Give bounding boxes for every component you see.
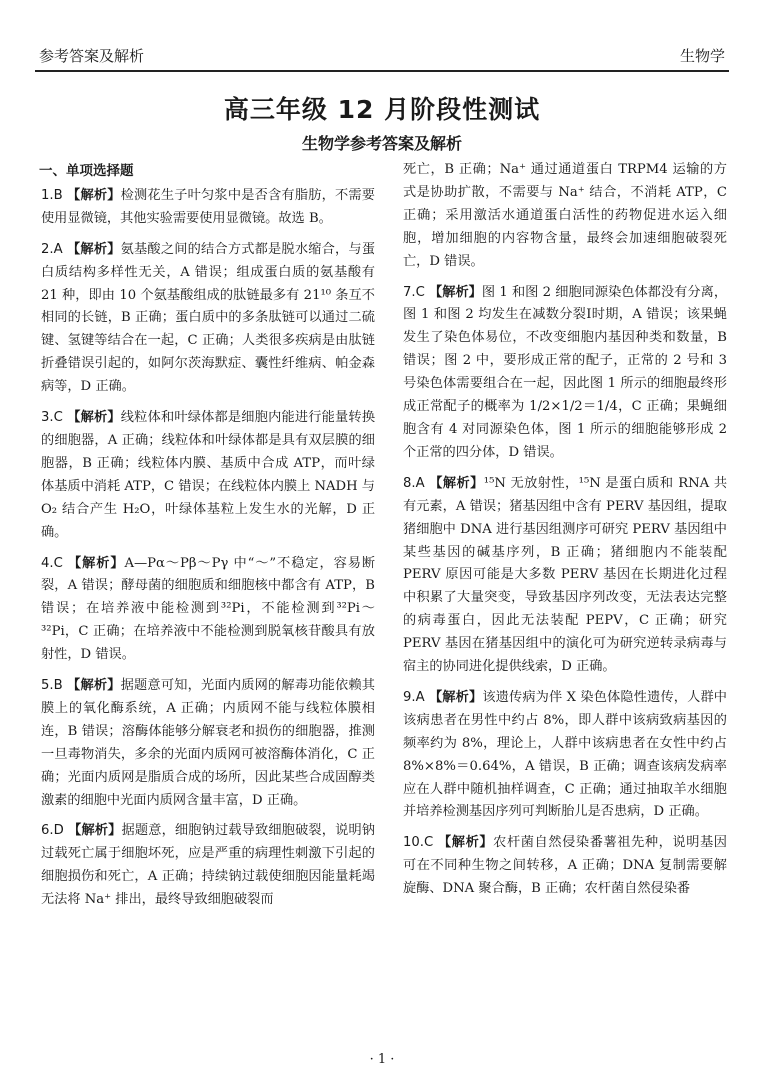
answer-text: 据题意可知，光面内质网的解毒功能依赖其膜上的氧化酶系统，A 正确；内质网不能与线粒体膜相连，B 错误；溶酶体能够分解衰老和损伤的细胞器，推测一旦毒物消失，多余的光面内质网可被溶酶体消化，C 正确；光面内质网是脂质合成的场所，因此某些合成固醇类激素的细胞中光面内质网含量丰富，D 正确。 (41, 678, 375, 808)
header-right-label: 生物学 (679, 47, 725, 65)
analysis-tag: 【解析】 (68, 823, 122, 839)
analysis-tag: 【解析】 (67, 555, 125, 571)
answer-text: 图 1 和图 2 细胞同源染色体都没有分离，图 1 和图 2 均发生在减数分裂Ⅰ时期，A 错误；该果蝇发生了染色体易位，不改变细胞内基因种类和数量，B 错误；图 2 中，要形成正常的配子，正常的 2 号和 3 号染色体需要组合在一起，因此图 1 所示的细胞最终形成正常配子的概率为 1/2×1/2＝1/4，C 正确；果蝇细胞含有 4 对同源染色体，图 1 所示的细胞能够形成 2 个正常的四分体，D 错误。 (403, 284, 728, 460)
right-column (403, 159, 727, 909)
answer-item-4 (41, 553, 375, 668)
analysis-tag: 【解析】 (67, 678, 121, 694)
answer-item-7 (403, 282, 727, 465)
answer-item-8 (403, 473, 727, 679)
page-subtitle: 生物学参考答案及解析 (301, 134, 462, 153)
answer-item-3 (41, 407, 375, 544)
answer-number: 4.C (41, 555, 63, 571)
answer-number: 5.B (41, 678, 63, 694)
answer-text: A—Pα～Pβ～Pγ 中“～”不稳定，容易断裂，A 错误；酵母菌的细胞质和细胞核中都含有 ATP，B 错误；在培养液中能检测到³²Pi，不能检测到³²Pi～³²Pi，C 正确；在培养液中不能检测到脱氧核苷酸具有放射性，D 错误。 (41, 555, 376, 663)
answer-text: 氨基酸之间的结合方式都是脱水缩合，与蛋白质结构多样性无关，A 错误；组成蛋白质的氨基酸有 21 种，即由 10 个氨基酸组成的肽链最多有 21¹⁰ 条互不相同的长链，B 正确；蛋白质中的多条肽链可以通过二硫键、氢键等结合在一起，C 正确；人类很多疾病是由肽链折叠错误引起的，如阿尔茨海默症、囊性纤维病、帕金森病等，D 正确。 (41, 241, 376, 395)
answer-text: 据题意，细胞钠过载导致细胞破裂，说明钠过载死亡属于细胞坏死，应是严重的病理性刺激下引起的细胞损伤和死亡，A 正确；持续钠过载使细胞因能量耗竭无法将 Na⁺ 排出，最终导致细胞破裂而 (41, 823, 375, 908)
answer-text: 农杆菌自然侵染番薯祖先种，说明基因可在不同种生物之间转移，A 正确；DNA 复制需要解旋酶、DNA 聚合酶，B 正确；农杆菌自然侵染番 (403, 835, 727, 897)
analysis-tag: 【解析】 (67, 241, 121, 257)
answer-item-9 (403, 687, 727, 824)
answer-text: 该遗传病为伴 X 染色体隐性遗传，人群中该病患者在男性中约占 8%，即人群中该病致病基因的频率约为 8%，理论上，人群中该病患者在女性中约占 8%×8%＝0.64%，A 错误，B 正确；调查该病发病率应在人群中随机抽样调查，C 正确；通过抽取羊水细胞并培养检测基因序列可判断胎儿是否患病，D 正确。 (403, 689, 727, 820)
header-left-label: 参考答案及解析 (39, 47, 145, 65)
answer-number: 9.A (403, 689, 425, 705)
answer-number: 3.C (41, 410, 63, 426)
section-heading: 一、单项选择题 (39, 163, 134, 179)
answer-number: 8.A (403, 475, 425, 491)
analysis-tag: 【解析】 (429, 284, 482, 300)
analysis-tag: 【解析】 (67, 187, 121, 203)
answer-text: ¹⁵N 无放射性，¹⁵N 是蛋白质和 RNA 共有元素，A 错误；猪基因组中含有 PERV 基因组，提取猪细胞中 DNA 进行基因组测序可研究 PERV 基因组中某些基因的碱基序列，B 正确；猪细胞内不能装配 PERV 原因可能是大多数 PERV 基因在长期进化过程中积累了大量突变，导致基因序列改变，无法表达完整的病毒蛋白，因此无法装配 PEPV，C 正确；研究 PERV 基因在猪基因组中的演化可为研究逆转录病毒与宿主的协同进化提供线索，D 正确。 (403, 475, 728, 675)
analysis-tag: 【解析】 (429, 475, 484, 491)
answer-number: 7.C (403, 284, 425, 300)
page-title: 高三年级 12 月阶段性测试 (223, 95, 541, 124)
analysis-tag: 【解析】 (437, 835, 494, 851)
left-column (41, 160, 375, 920)
answer-item-10 (403, 832, 727, 901)
answer-item-6 (41, 820, 375, 912)
answer-text: 检测花生子叶匀浆中是否含有脂肪，不需要使用显微镜，其他实验需要使用显微镜。故选 B。 (41, 187, 375, 226)
answer-item-1 (41, 185, 375, 231)
page-header (35, 44, 729, 72)
answer-item-2 (41, 239, 375, 399)
answer-number: 6.D (41, 823, 64, 839)
answer-number: 2.A (41, 241, 63, 257)
answer-number: 1.B (41, 187, 63, 203)
analysis-tag: 【解析】 (428, 689, 483, 705)
answer-item-5 (41, 675, 375, 812)
continued-text: 死亡，B 正确；Na⁺ 通过通道蛋白 TRPM4 运输的方式是协助扩散，不需要与 Na⁺ 结合，不消耗 ATP，C 正确；采用激活水通道蛋白活性的药物促进水运入细胞，增加细胞的内容物含量，最终会加速细胞破裂死亡，D 错误。 (403, 162, 727, 269)
page-number: · 1 · (369, 1052, 395, 1067)
answer-text: 线粒体和叶绿体都是细胞内能进行能量转换的细胞器，A 正确；线粒体和叶绿体都是具有双层膜的细胞器，B 正确；线粒体内膜、基质中合成 ATP，而叶绿体基质中消耗 ATP，C 错误；在线粒体内膜上 NADH 与 O₂ 结合产生 H₂O，叶绿体基粒上发生水的光解，D 正确。 (41, 410, 376, 540)
analysis-tag: 【解析】 (67, 410, 121, 426)
answer-number: 10.C (403, 835, 434, 851)
